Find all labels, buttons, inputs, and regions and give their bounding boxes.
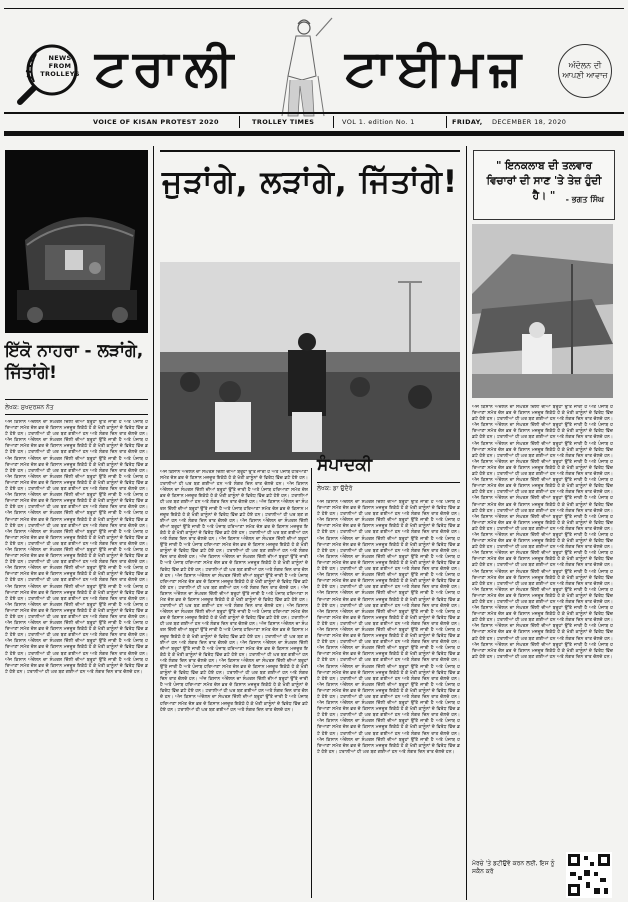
- news-from-trolleys-logo: [14, 40, 86, 108]
- center-inner-divider: [311, 468, 312, 898]
- editorial-rule: [317, 482, 460, 483]
- center-top-rule: [160, 150, 460, 152]
- strip-divider-3: [446, 116, 447, 128]
- editorial-byline: ਲੇਖਕ: ਡਾ ਉਦੈਰੋ: [317, 485, 353, 492]
- footer-cta: ਮੋਰਚੇ 'ਤੇ ਡਟੀਉਵੋ ਕਰਨ ਲਈ, ਇਸ ਨੂੰ ਸਕੈਨ ਕਰੋ: [472, 860, 555, 875]
- paper-name: TROLLEY TIMES: [252, 118, 315, 126]
- right-photo: [472, 224, 613, 398]
- main-headline: ਜੁੜਾਂਗੇ, ਲੜਾਂਗੇ, ਜਿੱਤਾਂਗੇ!: [161, 164, 459, 200]
- qr-code-icon: [566, 852, 612, 898]
- main-story-body-left: ਅੱਜ ਕਿਸਾਨ ਅੰਦੋਲਨ ਦਾ ਸੰਘਰਸ਼ ਦਿੱਲੀ ਦੀਆਂ ਬਰੂਹਾਂ ਉੱਤੇ ਜਾਰੀ ਹੈ ਅਤੇ ਪੰਜਾਬ ਹਰਿਆਣਾ ਸਮੇਤ ਦੇਸ਼ ਭਰ ਦੇ ਕਿਸਾਨ ਮਜ਼ਦੂਰ ਇਕੱਠੇ ਹੋ ਕੇ ਖੇਤੀ ਕਾਨੂੰਨਾਂ ਦੇ ਵਿਰੋਧ ਵਿੱਚ ਡਟੇ ਹੋਏ ਹਨ। ਟਰਾਲੀਆਂ ਹੀ ਘਰ ਬਣ ਗਈਆਂ ਹਨ ਅਤੇ ਲੰਗਰ ਦਿਨ ਰਾਤ ਚੱਲਦੇ ਹਨ। ਅੱਜ ਕਿਸਾਨ ਅੰਦੋਲਨ ਦਾ ਸੰਘਰਸ਼ ਦਿੱਲੀ ਦੀਆਂ ਬਰੂਹਾਂ ਉੱਤੇ ਜਾਰੀ ਹੈ ਅਤੇ ਪੰਜਾਬ ਹਰਿਆਣਾ ਸਮੇਤ ਦੇਸ਼ ਭਰ ਦੇ ਕਿਸਾਨ ਮਜ਼ਦੂਰ ਇਕੱਠੇ ਹੋ ਕੇ ਖੇਤੀ ਕਾਨੂੰਨਾਂ ਦੇ ਵਿਰੋਧ ਵਿੱਚ ਡਟੇ ਹੋਏ ਹਨ। ਟਰਾਲੀਆਂ ਹੀ ਘਰ ਬਣ ਗਈਆਂ ਹਨ ਅਤੇ ਲੰਗਰ ਦਿਨ ਰਾਤ ਚੱਲਦੇ ਹਨ। ਅੱਜ ਕਿਸਾਨ ਅੰਦੋਲਨ ਦਾ ਸੰਘਰਸ਼ ਦਿੱਲੀ ਦੀਆਂ ਬਰੂਹਾਂ ਉੱਤੇ ਜਾਰੀ ਹੈ ਅਤੇ ਪੰਜਾਬ ਹਰਿਆਣਾ ਸਮੇਤ ਦੇਸ਼ ਭਰ ਦੇ ਕਿਸਾਨ ਮਜ਼ਦੂਰ ਇਕੱਠੇ ਹੋ ਕੇ ਖੇਤੀ ਕਾਨੂੰਨਾਂ ਦੇ ਵਿਰੋਧ ਵਿੱਚ ਡਟੇ ਹੋਏ ਹਨ। ਟਰਾਲੀਆਂ ਹੀ ਘਰ ਬਣ ਗਈਆਂ ਹਨ ਅਤੇ ਲੰਗਰ ਦਿਨ ਰਾਤ ਚੱਲਦੇ ਹਨ। ਅੱਜ ਕਿਸਾਨ ਅੰਦੋਲਨ ਦਾ ਸੰਘਰਸ਼ ਦਿੱਲੀ ਦੀਆਂ ਬਰੂਹਾਂ ਉੱਤੇ ਜਾਰੀ ਹੈ ਅਤੇ ਪੰਜਾਬ ਹਰਿਆਣਾ ਸਮੇਤ ਦੇਸ਼ ਭਰ ਦੇ ਕਿਸਾਨ ਮਜ਼ਦੂਰ ਇਕੱਠੇ ਹੋ ਕੇ ਖੇਤੀ ਕਾਨੂੰਨਾਂ ਦੇ ਵਿਰੋਧ ਵਿੱਚ ਡਟੇ ਹੋਏ ਹਨ। ਟਰਾਲੀਆਂ ਹੀ ਘਰ ਬਣ ਗਈਆਂ ਹਨ ਅਤੇ ਲੰਗਰ ਦਿਨ ਰਾਤ ਚੱਲਦੇ ਹਨ। ਅੱਜ ਕਿਸਾਨ ਅੰਦੋਲਨ ਦਾ ਸੰਘਰਸ਼ ਦਿੱਲੀ ਦੀਆਂ ਬਰੂਹਾਂ ਉੱਤੇ ਜਾਰੀ ਹੈ ਅਤੇ ਪੰਜਾਬ ਹਰਿਆਣਾ ਸਮੇਤ ਦੇਸ਼ ਭਰ ਦੇ ਕਿਸਾਨ ਮਜ਼ਦੂਰ ਇਕੱਠੇ ਹੋ ਕੇ ਖੇਤੀ ਕਾਨੂੰਨਾਂ ਦੇ ਵਿਰੋਧ ਵਿੱਚ ਡਟੇ ਹੋਏ ਹਨ। ਟਰਾਲੀਆਂ ਹੀ ਘਰ ਬਣ ਗਈਆਂ ਹਨ ਅਤੇ ਲੰਗਰ ਦਿਨ ਰਾਤ ਚੱਲਦੇ ਹਨ। ਅੱਜ ਕਿਸਾਨ ਅੰਦੋਲਨ ਦਾ ਸੰਘਰਸ਼ ਦਿੱਲੀ ਦੀਆਂ ਬਰੂਹਾਂ ਉੱਤੇ ਜਾਰੀ ਹੈ ਅਤੇ ਪੰਜਾਬ ਹਰਿਆਣਾ ਸਮੇਤ ਦੇਸ਼ ਭਰ ਦੇ ਕਿਸਾਨ ਮਜ਼ਦੂਰ ਇਕੱਠੇ ਹੋ ਕੇ ਖੇਤੀ ਕਾਨੂੰਨਾਂ ਦੇ ਵਿਰੋਧ ਵਿੱਚ ਡਟੇ ਹੋਏ ਹਨ। ਟਰਾਲੀਆਂ ਹੀ ਘਰ ਬਣ ਗਈਆਂ ਹਨ ਅਤੇ ਲੰਗਰ ਦਿਨ ਰਾਤ ਚੱਲਦੇ ਹਨ। ਅੱਜ ਕਿਸਾਨ ਅੰਦੋਲਨ ਦਾ ਸੰਘਰਸ਼ ਦਿੱਲੀ ਦੀਆਂ ਬਰੂਹਾਂ ਉੱਤੇ ਜਾਰੀ ਹੈ ਅਤੇ ਪੰਜਾਬ ਹਰਿਆਣਾ ਸਮੇਤ ਦੇਸ਼ ਭਰ ਦੇ ਕਿਸਾਨ ਮਜ਼ਦੂਰ ਇਕੱਠੇ ਹੋ ਕੇ ਖੇਤੀ ਕਾਨੂੰਨਾਂ ਦੇ ਵਿਰੋਧ ਵਿੱਚ ਡਟੇ ਹੋਏ ਹਨ। ਟਰਾਲੀਆਂ ਹੀ ਘਰ ਬਣ ਗਈਆਂ ਹਨ ਅਤੇ ਲੰਗਰ ਦਿਨ ਰਾਤ ਚੱਲਦੇ ਹਨ। ਅੱਜ ਕਿਸਾਨ ਅੰਦੋਲਨ ਦਾ ਸੰਘਰਸ਼ ਦਿੱਲੀ ਦੀਆਂ ਬਰੂਹਾਂ ਉੱਤੇ ਜਾਰੀ ਹੈ ਅਤੇ ਪੰਜਾਬ ਹਰਿਆਣਾ ਸਮੇਤ ਦੇਸ਼ ਭਰ ਦੇ ਕਿਸਾਨ ਮਜ਼ਦੂਰ ਇਕੱਠੇ ਹੋ ਕੇ ਖੇਤੀ ਕਾਨੂੰਨਾਂ ਦੇ ਵਿਰੋਧ ਵਿੱਚ ਡਟੇ ਹੋਏ ਹਨ। ਟਰਾਲੀਆਂ ਹੀ ਘਰ ਬਣ ਗਈਆਂ ਹਨ ਅਤੇ ਲੰਗਰ ਦਿਨ ਰਾਤ ਚੱਲਦੇ ਹਨ। ਅੱਜ ਕਿਸਾਨ ਅੰਦੋਲਨ ਦਾ ਸੰਘਰਸ਼ ਦਿੱਲੀ ਦੀਆਂ ਬਰੂਹਾਂ ਉੱਤੇ ਜਾਰੀ ਹੈ ਅਤੇ ਪੰਜਾਬ ਹਰਿਆਣਾ ਸਮੇਤ ਦੇਸ਼ ਭਰ ਦੇ ਕਿਸਾਨ ਮਜ਼ਦੂਰ ਇਕੱਠੇ ਹੋ ਕੇ ਖੇਤੀ ਕਾਨੂੰਨਾਂ ਦੇ ਵਿਰੋਧ ਵਿੱਚ ਡਟੇ ਹੋਏ ਹਨ। ਟਰਾਲੀਆਂ ਹੀ ਘਰ ਬਣ ਗਈਆਂ ਹਨ ਅਤੇ ਲੰਗਰ ਦਿਨ ਰਾਤ ਚੱਲਦੇ ਹਨ। ਅੱਜ ਕਿਸਾਨ ਅੰਦੋਲਨ ਦਾ ਸੰਘਰਸ਼ ਦਿੱਲੀ ਦੀਆਂ ਬਰੂਹਾਂ ਉੱਤੇ ਜਾਰੀ ਹੈ ਅਤੇ ਪੰਜਾਬ ਹਰਿਆਣਾ ਸਮੇਤ ਦੇਸ਼ ਭਰ ਦੇ ਕਿਸਾਨ ਮਜ਼ਦੂਰ ਇਕੱਠੇ ਹੋ ਕੇ ਖੇਤੀ ਕਾਨੂੰਨਾਂ ਦੇ ਵਿਰੋਧ ਵਿੱਚ ਡਟੇ ਹੋਏ ਹਨ। ਟਰਾਲੀਆਂ ਹੀ ਘਰ ਬਣ ਗਈਆਂ ਹਨ ਅਤੇ ਲੰਗਰ ਦਿਨ ਰਾਤ ਚੱਲਦੇ ਹਨ। ਅੱਜ ਕਿਸਾਨ ਅੰਦੋਲਨ ਦਾ ਸੰਘਰਸ਼ ਦਿੱਲੀ ਦੀਆਂ ਬਰੂਹਾਂ ਉੱਤੇ ਜਾਰੀ ਹੈ ਅਤੇ ਪੰਜਾਬ ਹਰਿਆਣਾ ਸਮੇਤ ਦੇਸ਼ ਭਰ ਦੇ ਕਿਸਾਨ ਮਜ਼ਦੂਰ ਇਕੱਠੇ ਹੋ ਕੇ ਖੇਤੀ ਕਾਨੂੰਨਾਂ ਦੇ ਵਿਰੋਧ ਵਿੱਚ ਡਟੇ ਹੋਏ ਹਨ। ਟਰਾਲੀਆਂ ਹੀ ਘਰ ਬਣ ਗਈਆਂ ਹਨ ਅਤੇ ਲੰਗਰ ਦਿਨ ਰਾਤ ਚੱਲਦੇ ਹਨ। ਅੱਜ ਕਿਸਾਨ ਅੰਦੋਲਨ ਦਾ ਸੰਘਰਸ਼ ਦਿੱਲੀ ਦੀਆਂ ਬਰੂਹਾਂ ਉੱਤੇ ਜਾਰੀ ਹੈ ਅਤੇ ਪੰਜਾਬ ਹਰਿਆਣਾ ਸਮੇਤ ਦੇਸ਼ ਭਰ ਦੇ ਕਿਸਾਨ ਮਜ਼ਦੂਰ ਇਕੱਠੇ ਹੋ ਕੇ ਖੇਤੀ ਕਾਨੂੰਨਾਂ ਦੇ ਵਿਰੋਧ ਵਿੱਚ ਡਟੇ ਹੋਏ ਹਨ। ਟਰਾਲੀਆਂ ਹੀ ਘਰ ਬਣ ਗਈਆਂ ਹਨ ਅਤੇ ਲੰਗਰ ਦਿਨ ਰਾਤ ਚੱਲਦੇ ਹਨ। ਅੱਜ ਕਿਸਾਨ ਅੰਦੋਲਨ ਦਾ ਸੰਘਰਸ਼ ਦਿੱਲੀ ਦੀਆਂ ਬਰੂਹਾਂ ਉੱਤੇ ਜਾਰੀ ਹੈ ਅਤੇ ਪੰਜਾਬ ਹਰਿਆਣਾ ਸਮੇਤ ਦੇਸ਼ ਭਰ ਦੇ ਕਿਸਾਨ ਮਜ਼ਦੂਰ ਇਕੱਠੇ ਹੋ ਕੇ ਖੇਤੀ ਕਾਨੂੰਨਾਂ ਦੇ ਵਿਰੋਧ ਵਿੱਚ ਡਟੇ ਹੋਏ ਹਨ। ਟਰਾਲੀਆਂ ਹੀ ਘਰ ਬਣ ਗਈਆਂ ਹਨ ਅਤੇ ਲੰਗਰ ਦਿਨ ਰਾਤ ਚੱਲਦੇ ਹਨ। ਅੱਜ ਕਿਸਾਨ ਅੰਦੋਲਨ ਦਾ ਸੰਘਰਸ਼ ਦਿੱਲੀ ਦੀਆਂ ਬਰੂਹਾਂ ਉੱਤੇ ਜਾਰੀ ਹੈ ਅਤੇ ਪੰਜਾਬ ਹਰਿਆਣਾ ਸਮੇਤ ਦੇਸ਼ ਭਰ ਦੇ ਕਿਸਾਨ ਮਜ਼ਦੂਰ ਇਕੱਠੇ ਹੋ ਕੇ ਖੇਤੀ ਕਾਨੂੰਨਾਂ ਦੇ ਵਿਰੋਧ ਵਿੱਚ ਡਟੇ ਹੋਏ ਹਨ। ਟਰਾਲੀਆਂ ਹੀ ਘਰ ਬਣ ਗਈਆਂ ਹਨ ਅਤੇ ਲੰਗਰ ਦਿਨ ਰਾਤ ਚੱਲਦੇ ਹਨ।: [160, 470, 308, 713]
- strip-divider-1: [239, 116, 240, 128]
- protest-rally-photo: [160, 262, 460, 460]
- top-rule: [4, 8, 624, 9]
- editorial-body: ਅੱਜ ਕਿਸਾਨ ਅੰਦੋਲਨ ਦਾ ਸੰਘਰਸ਼ ਦਿੱਲੀ ਦੀਆਂ ਬਰੂਹਾਂ ਉੱਤੇ ਜਾਰੀ ਹੈ ਅਤੇ ਪੰਜਾਬ ਹਰਿਆਣਾ ਸਮੇਤ ਦੇਸ਼ ਭਰ ਦੇ ਕਿਸਾਨ ਮਜ਼ਦੂਰ ਇਕੱਠੇ ਹੋ ਕੇ ਖੇਤੀ ਕਾਨੂੰਨਾਂ ਦੇ ਵਿਰੋਧ ਵਿੱਚ ਡਟੇ ਹੋਏ ਹਨ। ਟਰਾਲੀਆਂ ਹੀ ਘਰ ਬਣ ਗਈਆਂ ਹਨ ਅਤੇ ਲੰਗਰ ਦਿਨ ਰਾਤ ਚੱਲਦੇ ਹਨ। ਅੱਜ ਕਿਸਾਨ ਅੰਦੋਲਨ ਦਾ ਸੰਘਰਸ਼ ਦਿੱਲੀ ਦੀਆਂ ਬਰੂਹਾਂ ਉੱਤੇ ਜਾਰੀ ਹੈ ਅਤੇ ਪੰਜਾਬ ਹਰਿਆਣਾ ਸਮੇਤ ਦੇਸ਼ ਭਰ ਦੇ ਕਿਸਾਨ ਮਜ਼ਦੂਰ ਇਕੱਠੇ ਹੋ ਕੇ ਖੇਤੀ ਕਾਨੂੰਨਾਂ ਦੇ ਵਿਰੋਧ ਵਿੱਚ ਡਟੇ ਹੋਏ ਹਨ। ਟਰਾਲੀਆਂ ਹੀ ਘਰ ਬਣ ਗਈਆਂ ਹਨ ਅਤੇ ਲੰਗਰ ਦਿਨ ਰਾਤ ਚੱਲਦੇ ਹਨ। ਅੱਜ ਕਿਸਾਨ ਅੰਦੋਲਨ ਦਾ ਸੰਘਰਸ਼ ਦਿੱਲੀ ਦੀਆਂ ਬਰੂਹਾਂ ਉੱਤੇ ਜਾਰੀ ਹੈ ਅਤੇ ਪੰਜਾਬ ਹਰਿਆਣਾ ਸਮੇਤ ਦੇਸ਼ ਭਰ ਦੇ ਕਿਸਾਨ ਮਜ਼ਦੂਰ ਇਕੱਠੇ ਹੋ ਕੇ ਖੇਤੀ ਕਾਨੂੰਨਾਂ ਦੇ ਵਿਰੋਧ ਵਿੱਚ ਡਟੇ ਹੋਏ ਹਨ। ਟਰਾਲੀਆਂ ਹੀ ਘਰ ਬਣ ਗਈਆਂ ਹਨ ਅਤੇ ਲੰਗਰ ਦਿਨ ਰਾਤ ਚੱਲਦੇ ਹਨ। ਅੱਜ ਕਿਸਾਨ ਅੰਦੋਲਨ ਦਾ ਸੰਘਰਸ਼ ਦਿੱਲੀ ਦੀਆਂ ਬਰੂਹਾਂ ਉੱਤੇ ਜਾਰੀ ਹੈ ਅਤੇ ਪੰਜਾਬ ਹਰਿਆਣਾ ਸਮੇਤ ਦੇਸ਼ ਭਰ ਦੇ ਕਿਸਾਨ ਮਜ਼ਦੂਰ ਇਕੱਠੇ ਹੋ ਕੇ ਖੇਤੀ ਕਾਨੂੰਨਾਂ ਦੇ ਵਿਰੋਧ ਵਿੱਚ ਡਟੇ ਹੋਏ ਹਨ। ਟਰਾਲੀਆਂ ਹੀ ਘਰ ਬਣ ਗਈਆਂ ਹਨ ਅਤੇ ਲੰਗਰ ਦਿਨ ਰਾਤ ਚੱਲਦੇ ਹਨ। ਅੱਜ ਕਿਸਾਨ ਅੰਦੋਲਨ ਦਾ ਸੰਘਰਸ਼ ਦਿੱਲੀ ਦੀਆਂ ਬਰੂਹਾਂ ਉੱਤੇ ਜਾਰੀ ਹੈ ਅਤੇ ਪੰਜਾਬ ਹਰਿਆਣਾ ਸਮੇਤ ਦੇਸ਼ ਭਰ ਦੇ ਕਿਸਾਨ ਮਜ਼ਦੂਰ ਇਕੱਠੇ ਹੋ ਕੇ ਖੇਤੀ ਕਾਨੂੰਨਾਂ ਦੇ ਵਿਰੋਧ ਵਿੱਚ ਡਟੇ ਹੋਏ ਹਨ। ਟਰਾਲੀਆਂ ਹੀ ਘਰ ਬਣ ਗਈਆਂ ਹਨ ਅਤੇ ਲੰਗਰ ਦਿਨ ਰਾਤ ਚੱਲਦੇ ਹਨ। ਅੱਜ ਕਿਸਾਨ ਅੰਦੋਲਨ ਦਾ ਸੰਘਰਸ਼ ਦਿੱਲੀ ਦੀਆਂ ਬਰੂਹਾਂ ਉੱਤੇ ਜਾਰੀ ਹੈ ਅਤੇ ਪੰਜਾਬ ਹਰਿਆਣਾ ਸਮੇਤ ਦੇਸ਼ ਭਰ ਦੇ ਕਿਸਾਨ ਮਜ਼ਦੂਰ ਇਕੱਠੇ ਹੋ ਕੇ ਖੇਤੀ ਕਾਨੂੰਨਾਂ ਦੇ ਵਿਰੋਧ ਵਿੱਚ ਡਟੇ ਹੋਏ ਹਨ। ਟਰਾਲੀਆਂ ਹੀ ਘਰ ਬਣ ਗਈਆਂ ਹਨ ਅਤੇ ਲੰਗਰ ਦਿਨ ਰਾਤ ਚੱਲਦੇ ਹਨ। ਅੱਜ ਕਿਸਾਨ ਅੰਦੋਲਨ ਦਾ ਸੰਘਰਸ਼ ਦਿੱਲੀ ਦੀਆਂ ਬਰੂਹਾਂ ਉੱਤੇ ਜਾਰੀ ਹੈ ਅਤੇ ਪੰਜਾਬ ਹਰਿਆਣਾ ਸਮੇਤ ਦੇਸ਼ ਭਰ ਦੇ ਕਿਸਾਨ ਮਜ਼ਦੂਰ ਇਕੱਠੇ ਹੋ ਕੇ ਖੇਤੀ ਕਾਨੂੰਨਾਂ ਦੇ ਵਿਰੋਧ ਵਿੱਚ ਡਟੇ ਹੋਏ ਹਨ। ਟਰਾਲੀਆਂ ਹੀ ਘਰ ਬਣ ਗਈਆਂ ਹਨ ਅਤੇ ਲੰਗਰ ਦਿਨ ਰਾਤ ਚੱਲਦੇ ਹਨ। ਅੱਜ ਕਿਸਾਨ ਅੰਦੋਲਨ ਦਾ ਸੰਘਰਸ਼ ਦਿੱਲੀ ਦੀਆਂ ਬਰੂਹਾਂ ਉੱਤੇ ਜਾਰੀ ਹੈ ਅਤੇ ਪੰਜਾਬ ਹਰਿਆਣਾ ਸਮੇਤ ਦੇਸ਼ ਭਰ ਦੇ ਕਿਸਾਨ ਮਜ਼ਦੂਰ ਇਕੱਠੇ ਹੋ ਕੇ ਖੇਤੀ ਕਾਨੂੰਨਾਂ ਦੇ ਵਿਰੋਧ ਵਿੱਚ ਡਟੇ ਹੋਏ ਹਨ। ਟਰਾਲੀਆਂ ਹੀ ਘਰ ਬਣ ਗਈਆਂ ਹਨ ਅਤੇ ਲੰਗਰ ਦਿਨ ਰਾਤ ਚੱਲਦੇ ਹਨ। ਅੱਜ ਕਿਸਾਨ ਅੰਦੋਲਨ ਦਾ ਸੰਘਰਸ਼ ਦਿੱਲੀ ਦੀਆਂ ਬਰੂਹਾਂ ਉੱਤੇ ਜਾਰੀ ਹੈ ਅਤੇ ਪੰਜਾਬ ਹਰਿਆਣਾ ਸਮੇਤ ਦੇਸ਼ ਭਰ ਦੇ ਕਿਸਾਨ ਮਜ਼ਦੂਰ ਇਕੱਠੇ ਹੋ ਕੇ ਖੇਤੀ ਕਾਨੂੰਨਾਂ ਦੇ ਵਿਰੋਧ ਵਿੱਚ ਡਟੇ ਹੋਏ ਹਨ। ਟਰਾਲੀਆਂ ਹੀ ਘਰ ਬਣ ਗਈਆਂ ਹਨ ਅਤੇ ਲੰਗਰ ਦਿਨ ਰਾਤ ਚੱਲਦੇ ਹਨ। ਅੱਜ ਕਿਸਾਨ ਅੰਦੋਲਨ ਦਾ ਸੰਘਰਸ਼ ਦਿੱਲੀ ਦੀਆਂ ਬਰੂਹਾਂ ਉੱਤੇ ਜਾਰੀ ਹੈ ਅਤੇ ਪੰਜਾਬ ਹਰਿਆਣਾ ਸਮੇਤ ਦੇਸ਼ ਭਰ ਦੇ ਕਿਸਾਨ ਮਜ਼ਦੂਰ ਇਕੱਠੇ ਹੋ ਕੇ ਖੇਤੀ ਕਾਨੂੰਨਾਂ ਦੇ ਵਿਰੋਧ ਵਿੱਚ ਡਟੇ ਹੋਏ ਹਨ। ਟਰਾਲੀਆਂ ਹੀ ਘਰ ਬਣ ਗਈਆਂ ਹਨ ਅਤੇ ਲੰਗਰ ਦਿਨ ਰਾਤ ਚੱਲਦੇ ਹਨ। ਅੱਜ ਕਿਸਾਨ ਅੰਦੋਲਨ ਦਾ ਸੰਘਰਸ਼ ਦਿੱਲੀ ਦੀਆਂ ਬਰੂਹਾਂ ਉੱਤੇ ਜਾਰੀ ਹੈ ਅਤੇ ਪੰਜਾਬ ਹਰਿਆਣਾ ਸਮੇਤ ਦੇਸ਼ ਭਰ ਦੇ ਕਿਸਾਨ ਮਜ਼ਦੂਰ ਇਕੱਠੇ ਹੋ ਕੇ ਖੇਤੀ ਕਾਨੂੰਨਾਂ ਦੇ ਵਿਰੋਧ ਵਿੱਚ ਡਟੇ ਹੋਏ ਹਨ। ਟਰਾਲੀਆਂ ਹੀ ਘਰ ਬਣ ਗਈਆਂ ਹਨ ਅਤੇ ਲੰਗਰ ਦਿਨ ਰਾਤ ਚੱਲਦੇ ਹਨ। ਅੱਜ ਕਿਸਾਨ ਅੰਦੋਲਨ ਦਾ ਸੰਘਰਸ਼ ਦਿੱਲੀ ਦੀਆਂ ਬਰੂਹਾਂ ਉੱਤੇ ਜਾਰੀ ਹੈ ਅਤੇ ਪੰਜਾਬ ਹਰਿਆਣਾ ਸਮੇਤ ਦੇਸ਼ ਭਰ ਦੇ ਕਿਸਾਨ ਮਜ਼ਦੂਰ ਇਕੱਠੇ ਹੋ ਕੇ ਖੇਤੀ ਕਾਨੂੰਨਾਂ ਦੇ ਵਿਰੋਧ ਵਿੱਚ ਡਟੇ ਹੋਏ ਹਨ। ਟਰਾਲੀਆਂ ਹੀ ਘਰ ਬਣ ਗਈਆਂ ਹਨ ਅਤੇ ਲੰਗਰ ਦਿਨ ਰਾਤ ਚੱਲਦੇ ਹਨ। ਅੱਜ ਕਿਸਾਨ ਅੰਦੋਲਨ ਦਾ ਸੰਘਰਸ਼ ਦਿੱਲੀ ਦੀਆਂ ਬਰੂਹਾਂ ਉੱਤੇ ਜਾਰੀ ਹੈ ਅਤੇ ਪੰਜਾਬ ਹਰਿਆਣਾ ਸਮੇਤ ਦੇਸ਼ ਭਰ ਦੇ ਕਿਸਾਨ ਮਜ਼ਦੂਰ ਇਕੱਠੇ ਹੋ ਕੇ ਖੇਤੀ ਕਾਨੂੰਨਾਂ ਦੇ ਵਿਰੋਧ ਵਿੱਚ ਡਟੇ ਹੋਏ ਹਨ। ਟਰਾਲੀਆਂ ਹੀ ਘਰ ਬਣ ਗਈਆਂ ਹਨ ਅਤੇ ਲੰਗਰ ਦਿਨ ਰਾਤ ਚੱਲਦੇ ਹਨ। ਅੱਜ ਕਿਸਾਨ ਅੰਦੋਲਨ ਦਾ ਸੰਘਰਸ਼ ਦਿੱਲੀ ਦੀਆਂ ਬਰੂਹਾਂ ਉੱਤੇ ਜਾਰੀ ਹੈ ਅਤੇ ਪੰਜਾਬ ਹਰਿਆਣਾ ਸਮੇਤ ਦੇਸ਼ ਭਰ ਦੇ ਕਿਸਾਨ ਮਜ਼ਦੂਰ ਇਕੱਠੇ ਹੋ ਕੇ ਖੇਤੀ ਕਾਨੂੰਨਾਂ ਦੇ ਵਿਰੋਧ ਵਿੱਚ ਡਟੇ ਹੋਏ ਹਨ। ਟਰਾਲੀਆਂ ਹੀ ਘਰ ਬਣ ਗਈਆਂ ਹਨ ਅਤੇ ਲੰਗਰ ਦਿਨ ਰਾਤ ਚੱਲਦੇ ਹਨ।: [317, 500, 460, 755]
- tagline: VOICE OF KISAN PROTEST 2020: [93, 118, 219, 126]
- left-story-rule: [5, 399, 148, 400]
- strip-bottom-rule: [4, 131, 624, 136]
- editorial-heading: ਸੰਪਾਦਕੀ: [317, 455, 373, 475]
- stamp: [558, 44, 612, 98]
- right-column-body: ਅੱਜ ਕਿਸਾਨ ਅੰਦੋਲਨ ਦਾ ਸੰਘਰਸ਼ ਦਿੱਲੀ ਦੀਆਂ ਬਰੂਹਾਂ ਉੱਤੇ ਜਾਰੀ ਹੈ ਅਤੇ ਪੰਜਾਬ ਹਰਿਆਣਾ ਸਮੇਤ ਦੇਸ਼ ਭਰ ਦੇ ਕਿਸਾਨ ਮਜ਼ਦੂਰ ਇਕੱਠੇ ਹੋ ਕੇ ਖੇਤੀ ਕਾਨੂੰਨਾਂ ਦੇ ਵਿਰੋਧ ਵਿੱਚ ਡਟੇ ਹੋਏ ਹਨ। ਟਰਾਲੀਆਂ ਹੀ ਘਰ ਬਣ ਗਈਆਂ ਹਨ ਅਤੇ ਲੰਗਰ ਦਿਨ ਰਾਤ ਚੱਲਦੇ ਹਨ। ਅੱਜ ਕਿਸਾਨ ਅੰਦੋਲਨ ਦਾ ਸੰਘਰਸ਼ ਦਿੱਲੀ ਦੀਆਂ ਬਰੂਹਾਂ ਉੱਤੇ ਜਾਰੀ ਹੈ ਅਤੇ ਪੰਜਾਬ ਹਰਿਆਣਾ ਸਮੇਤ ਦੇਸ਼ ਭਰ ਦੇ ਕਿਸਾਨ ਮਜ਼ਦੂਰ ਇਕੱਠੇ ਹੋ ਕੇ ਖੇਤੀ ਕਾਨੂੰਨਾਂ ਦੇ ਵਿਰੋਧ ਵਿੱਚ ਡਟੇ ਹੋਏ ਹਨ। ਟਰਾਲੀਆਂ ਹੀ ਘਰ ਬਣ ਗਈਆਂ ਹਨ ਅਤੇ ਲੰਗਰ ਦਿਨ ਰਾਤ ਚੱਲਦੇ ਹਨ। ਅੱਜ ਕਿਸਾਨ ਅੰਦੋਲਨ ਦਾ ਸੰਘਰਸ਼ ਦਿੱਲੀ ਦੀਆਂ ਬਰੂਹਾਂ ਉੱਤੇ ਜਾਰੀ ਹੈ ਅਤੇ ਪੰਜਾਬ ਹਰਿਆਣਾ ਸਮੇਤ ਦੇਸ਼ ਭਰ ਦੇ ਕਿਸਾਨ ਮਜ਼ਦੂਰ ਇਕੱਠੇ ਹੋ ਕੇ ਖੇਤੀ ਕਾਨੂੰਨਾਂ ਦੇ ਵਿਰੋਧ ਵਿੱਚ ਡਟੇ ਹੋਏ ਹਨ। ਟਰਾਲੀਆਂ ਹੀ ਘਰ ਬਣ ਗਈਆਂ ਹਨ ਅਤੇ ਲੰਗਰ ਦਿਨ ਰਾਤ ਚੱਲਦੇ ਹਨ। ਅੱਜ ਕਿਸਾਨ ਅੰਦੋਲਨ ਦਾ ਸੰਘਰਸ਼ ਦਿੱਲੀ ਦੀਆਂ ਬਰੂਹਾਂ ਉੱਤੇ ਜਾਰੀ ਹੈ ਅਤੇ ਪੰਜਾਬ ਹਰਿਆਣਾ ਸਮੇਤ ਦੇਸ਼ ਭਰ ਦੇ ਕਿਸਾਨ ਮਜ਼ਦੂਰ ਇਕੱਠੇ ਹੋ ਕੇ ਖੇਤੀ ਕਾਨੂੰਨਾਂ ਦੇ ਵਿਰੋਧ ਵਿੱਚ ਡਟੇ ਹੋਏ ਹਨ। ਟਰਾਲੀਆਂ ਹੀ ਘਰ ਬਣ ਗਈਆਂ ਹਨ ਅਤੇ ਲੰਗਰ ਦਿਨ ਰਾਤ ਚੱਲਦੇ ਹਨ। ਅੱਜ ਕਿਸਾਨ ਅੰਦੋਲਨ ਦਾ ਸੰਘਰਸ਼ ਦਿੱਲੀ ਦੀਆਂ ਬਰੂਹਾਂ ਉੱਤੇ ਜਾਰੀ ਹੈ ਅਤੇ ਪੰਜਾਬ ਹਰਿਆਣਾ ਸਮੇਤ ਦੇਸ਼ ਭਰ ਦੇ ਕਿਸਾਨ ਮਜ਼ਦੂਰ ਇਕੱਠੇ ਹੋ ਕੇ ਖੇਤੀ ਕਾਨੂੰਨਾਂ ਦੇ ਵਿਰੋਧ ਵਿੱਚ ਡਟੇ ਹੋਏ ਹਨ। ਟਰਾਲੀਆਂ ਹੀ ਘਰ ਬਣ ਗਈਆਂ ਹਨ ਅਤੇ ਲੰਗਰ ਦਿਨ ਰਾਤ ਚੱਲਦੇ ਹਨ। ਅੱਜ ਕਿਸਾਨ ਅੰਦੋਲਨ ਦਾ ਸੰਘਰਸ਼ ਦਿੱਲੀ ਦੀਆਂ ਬਰੂਹਾਂ ਉੱਤੇ ਜਾਰੀ ਹੈ ਅਤੇ ਪੰਜਾਬ ਹਰਿਆਣਾ ਸਮੇਤ ਦੇਸ਼ ਭਰ ਦੇ ਕਿਸਾਨ ਮਜ਼ਦੂਰ ਇਕੱਠੇ ਹੋ ਕੇ ਖੇਤੀ ਕਾਨੂੰਨਾਂ ਦੇ ਵਿਰੋਧ ਵਿੱਚ ਡਟੇ ਹੋਏ ਹਨ। ਟਰਾਲੀਆਂ ਹੀ ਘਰ ਬਣ ਗਈਆਂ ਹਨ ਅਤੇ ਲੰਗਰ ਦਿਨ ਰਾਤ ਚੱਲਦੇ ਹਨ। ਅੱਜ ਕਿਸਾਨ ਅੰਦੋਲਨ ਦਾ ਸੰਘਰਸ਼ ਦਿੱਲੀ ਦੀਆਂ ਬਰੂਹਾਂ ਉੱਤੇ ਜਾਰੀ ਹੈ ਅਤੇ ਪੰਜਾਬ ਹਰਿਆਣਾ ਸਮੇਤ ਦੇਸ਼ ਭਰ ਦੇ ਕਿਸਾਨ ਮਜ਼ਦੂਰ ਇਕੱਠੇ ਹੋ ਕੇ ਖੇਤੀ ਕਾਨੂੰਨਾਂ ਦੇ ਵਿਰੋਧ ਵਿੱਚ ਡਟੇ ਹੋਏ ਹਨ। ਟਰਾਲੀਆਂ ਹੀ ਘਰ ਬਣ ਗਈਆਂ ਹਨ ਅਤੇ ਲੰਗਰ ਦਿਨ ਰਾਤ ਚੱਲਦੇ ਹਨ। ਅੱਜ ਕਿਸਾਨ ਅੰਦੋਲਨ ਦਾ ਸੰਘਰਸ਼ ਦਿੱਲੀ ਦੀਆਂ ਬਰੂਹਾਂ ਉੱਤੇ ਜਾਰੀ ਹੈ ਅਤੇ ਪੰਜਾਬ ਹਰਿਆਣਾ ਸਮੇਤ ਦੇਸ਼ ਭਰ ਦੇ ਕਿਸਾਨ ਮਜ਼ਦੂਰ ਇਕੱਠੇ ਹੋ ਕੇ ਖੇਤੀ ਕਾਨੂੰਨਾਂ ਦੇ ਵਿਰੋਧ ਵਿੱਚ ਡਟੇ ਹੋਏ ਹਨ। ਟਰਾਲੀਆਂ ਹੀ ਘਰ ਬਣ ਗਈਆਂ ਹਨ ਅਤੇ ਲੰਗਰ ਦਿਨ ਰਾਤ ਚੱਲਦੇ ਹਨ। ਅੱਜ ਕਿਸਾਨ ਅੰਦੋਲਨ ਦਾ ਸੰਘਰਸ਼ ਦਿੱਲੀ ਦੀਆਂ ਬਰੂਹਾਂ ਉੱਤੇ ਜਾਰੀ ਹੈ ਅਤੇ ਪੰਜਾਬ ਹਰਿਆਣਾ ਸਮੇਤ ਦੇਸ਼ ਭਰ ਦੇ ਕਿਸਾਨ ਮਜ਼ਦੂਰ ਇਕੱਠੇ ਹੋ ਕੇ ਖੇਤੀ ਕਾਨੂੰਨਾਂ ਦੇ ਵਿਰੋਧ ਵਿੱਚ ਡਟੇ ਹੋਏ ਹਨ। ਟਰਾਲੀਆਂ ਹੀ ਘਰ ਬਣ ਗਈਆਂ ਹਨ ਅਤੇ ਲੰਗਰ ਦਿਨ ਰਾਤ ਚੱਲਦੇ ਹਨ। ਅੱਜ ਕਿਸਾਨ ਅੰਦੋਲਨ ਦਾ ਸੰਘਰਸ਼ ਦਿੱਲੀ ਦੀਆਂ ਬਰੂਹਾਂ ਉੱਤੇ ਜਾਰੀ ਹੈ ਅਤੇ ਪੰਜਾਬ ਹਰਿਆਣਾ ਸਮੇਤ ਦੇਸ਼ ਭਰ ਦੇ ਕਿਸਾਨ ਮਜ਼ਦੂਰ ਇਕੱਠੇ ਹੋ ਕੇ ਖੇਤੀ ਕਾਨੂੰਨਾਂ ਦੇ ਵਿਰੋਧ ਵਿੱਚ ਡਟੇ ਹੋਏ ਹਨ। ਟਰਾਲੀਆਂ ਹੀ ਘਰ ਬਣ ਗਈਆਂ ਹਨ ਅਤੇ ਲੰਗਰ ਦਿਨ ਰਾਤ ਚੱਲਦੇ ਹਨ। ਅੱਜ ਕਿਸਾਨ ਅੰਦੋਲਨ ਦਾ ਸੰਘਰਸ਼ ਦਿੱਲੀ ਦੀਆਂ ਬਰੂਹਾਂ ਉੱਤੇ ਜਾਰੀ ਹੈ ਅਤੇ ਪੰਜਾਬ ਹਰਿਆਣਾ ਸਮੇਤ ਦੇਸ਼ ਭਰ ਦੇ ਕਿਸਾਨ ਮਜ਼ਦੂਰ ਇਕੱਠੇ ਹੋ ਕੇ ਖੇਤੀ ਕਾਨੂੰਨਾਂ ਦੇ ਵਿਰੋਧ ਵਿੱਚ ਡਟੇ ਹੋਏ ਹਨ। ਟਰਾਲੀਆਂ ਹੀ ਘਰ ਬਣ ਗਈਆਂ ਹਨ ਅਤੇ ਲੰਗਰ ਦਿਨ ਰਾਤ ਚੱਲਦੇ ਹਨ। ਅੱਜ ਕਿਸਾਨ ਅੰਦੋਲਨ ਦਾ ਸੰਘਰਸ਼ ਦਿੱਲੀ ਦੀਆਂ ਬਰੂਹਾਂ ਉੱਤੇ ਜਾਰੀ ਹੈ ਅਤੇ ਪੰਜਾਬ ਹਰਿਆਣਾ ਸਮੇਤ ਦੇਸ਼ ਭਰ ਦੇ ਕਿਸਾਨ ਮਜ਼ਦੂਰ ਇਕੱਠੇ ਹੋ ਕੇ ਖੇਤੀ ਕਾਨੂੰਨਾਂ ਦੇ ਵਿਰੋਧ ਵਿੱਚ ਡਟੇ ਹੋਏ ਹਨ। ਟਰਾਲੀਆਂ ਹੀ ਘਰ ਬਣ ਗਈਆਂ ਹਨ ਅਤੇ ਲੰਗਰ ਦਿਨ ਰਾਤ ਚੱਲਦੇ ਹਨ। ਅੱਜ ਕਿਸਾਨ ਅੰਦੋਲਨ ਦਾ ਸੰਘਰਸ਼ ਦਿੱਲੀ ਦੀਆਂ ਬਰੂਹਾਂ ਉੱਤੇ ਜਾਰੀ ਹੈ ਅਤੇ ਪੰਜਾਬ ਹਰਿਆਣਾ ਸਮੇਤ ਦੇਸ਼ ਭਰ ਦੇ ਕਿਸਾਨ ਮਜ਼ਦੂਰ ਇਕੱਠੇ ਹੋ ਕੇ ਖੇਤੀ ਕਾਨੂੰਨਾਂ ਦੇ ਵਿਰੋਧ ਵਿੱਚ ਡਟੇ ਹੋਏ ਹਨ। ਟਰਾਲੀਆਂ ਹੀ ਘਰ ਬਣ ਗਈਆਂ ਹਨ ਅਤੇ ਲੰਗਰ ਦਿਨ ਰਾਤ ਚੱਲਦੇ ਹਨ। ਅੱਜ ਕਿਸਾਨ ਅੰਦੋਲਨ ਦਾ ਸੰਘਰਸ਼ ਦਿੱਲੀ ਦੀਆਂ ਬਰੂਹਾਂ ਉੱਤੇ ਜਾਰੀ ਹੈ ਅਤੇ ਪੰਜਾਬ ਹਰਿਆਣਾ ਸਮੇਤ ਦੇਸ਼ ਭਰ ਦੇ ਕਿਸਾਨ ਮਜ਼ਦੂਰ ਇਕੱਠੇ ਹੋ ਕੇ ਖੇਤੀ ਕਾਨੂੰਨਾਂ ਦੇ ਵਿਰੋਧ ਵਿੱਚ ਡਟੇ ਹੋਏ ਹਨ। ਟਰਾਲੀਆਂ ਹੀ ਘਰ ਬਣ ਗਈਆਂ ਹਨ ਅਤੇ ਲੰਗਰ ਦਿਨ ਰਾਤ ਚੱਲਦੇ ਹਨ।: [472, 405, 613, 660]
- stamp-text: ਅੰਦੋਲਨ ਦੀ ਆਪਣੀ ਆਵਾਜ਼: [562, 61, 608, 80]
- trolley-tent-photo: [5, 150, 148, 333]
- title-part-1: ਟਰਾਲੀ: [95, 39, 240, 97]
- quote-text: " ਇਨਕਲਾਬ ਦੀ ਤਲਵਾਰ ਵਿਚਾਰਾਂ ਦੀ ਸਾਣ 'ਤੇ ਤੇਜ਼ ਹੁੰਦੀ ਹੈ। ": [486, 160, 602, 202]
- left-photo: [5, 150, 148, 333]
- main-photo: [160, 262, 460, 460]
- farmer-illustration: [268, 16, 338, 126]
- left-byline-rule: [5, 414, 148, 415]
- qr-code[interactable]: [566, 852, 612, 898]
- column-divider-right: [466, 146, 467, 900]
- logo-text: NEWS FROM TROLLEYS: [40, 54, 80, 78]
- left-story-headline: ਇੱਕੋ ਨਾਹਰਾ - ਲੜਾਂਗੇ, ਜਿੱਤਾਂਗੇ!: [5, 341, 144, 383]
- left-story-byline: ਲੇਖਕ: ਸੁਖਦਰਸ਼ਨ ਨੱਤ: [5, 404, 54, 411]
- quote-box: [473, 150, 615, 220]
- quote-author: - ਭਗਤ ਸਿੰਘ: [565, 195, 604, 204]
- date: DECEMBER 18, 2020: [492, 118, 567, 126]
- left-story-body: ਅੱਜ ਕਿਸਾਨ ਅੰਦੋਲਨ ਦਾ ਸੰਘਰਸ਼ ਦਿੱਲੀ ਦੀਆਂ ਬਰੂਹਾਂ ਉੱਤੇ ਜਾਰੀ ਹੈ ਅਤੇ ਪੰਜਾਬ ਹਰਿਆਣਾ ਸਮੇਤ ਦੇਸ਼ ਭਰ ਦੇ ਕਿਸਾਨ ਮਜ਼ਦੂਰ ਇਕੱਠੇ ਹੋ ਕੇ ਖੇਤੀ ਕਾਨੂੰਨਾਂ ਦੇ ਵਿਰੋਧ ਵਿੱਚ ਡਟੇ ਹੋਏ ਹਨ। ਟਰਾਲੀਆਂ ਹੀ ਘਰ ਬਣ ਗਈਆਂ ਹਨ ਅਤੇ ਲੰਗਰ ਦਿਨ ਰਾਤ ਚੱਲਦੇ ਹਨ। ਅੱਜ ਕਿਸਾਨ ਅੰਦੋਲਨ ਦਾ ਸੰਘਰਸ਼ ਦਿੱਲੀ ਦੀਆਂ ਬਰੂਹਾਂ ਉੱਤੇ ਜਾਰੀ ਹੈ ਅਤੇ ਪੰਜਾਬ ਹਰਿਆਣਾ ਸਮੇਤ ਦੇਸ਼ ਭਰ ਦੇ ਕਿਸਾਨ ਮਜ਼ਦੂਰ ਇਕੱਠੇ ਹੋ ਕੇ ਖੇਤੀ ਕਾਨੂੰਨਾਂ ਦੇ ਵਿਰੋਧ ਵਿੱਚ ਡਟੇ ਹੋਏ ਹਨ। ਟਰਾਲੀਆਂ ਹੀ ਘਰ ਬਣ ਗਈਆਂ ਹਨ ਅਤੇ ਲੰਗਰ ਦਿਨ ਰਾਤ ਚੱਲਦੇ ਹਨ। ਅੱਜ ਕਿਸਾਨ ਅੰਦੋਲਨ ਦਾ ਸੰਘਰਸ਼ ਦਿੱਲੀ ਦੀਆਂ ਬਰੂਹਾਂ ਉੱਤੇ ਜਾਰੀ ਹੈ ਅਤੇ ਪੰਜਾਬ ਹਰਿਆਣਾ ਸਮੇਤ ਦੇਸ਼ ਭਰ ਦੇ ਕਿਸਾਨ ਮਜ਼ਦੂਰ ਇਕੱਠੇ ਹੋ ਕੇ ਖੇਤੀ ਕਾਨੂੰਨਾਂ ਦੇ ਵਿਰੋਧ ਵਿੱਚ ਡਟੇ ਹੋਏ ਹਨ। ਟਰਾਲੀਆਂ ਹੀ ਘਰ ਬਣ ਗਈਆਂ ਹਨ ਅਤੇ ਲੰਗਰ ਦਿਨ ਰਾਤ ਚੱਲਦੇ ਹਨ। ਅੱਜ ਕਿਸਾਨ ਅੰਦੋਲਨ ਦਾ ਸੰਘਰਸ਼ ਦਿੱਲੀ ਦੀਆਂ ਬਰੂਹਾਂ ਉੱਤੇ ਜਾਰੀ ਹੈ ਅਤੇ ਪੰਜਾਬ ਹਰਿਆਣਾ ਸਮੇਤ ਦੇਸ਼ ਭਰ ਦੇ ਕਿਸਾਨ ਮਜ਼ਦੂਰ ਇਕੱਠੇ ਹੋ ਕੇ ਖੇਤੀ ਕਾਨੂੰਨਾਂ ਦੇ ਵਿਰੋਧ ਵਿੱਚ ਡਟੇ ਹੋਏ ਹਨ। ਟਰਾਲੀਆਂ ਹੀ ਘਰ ਬਣ ਗਈਆਂ ਹਨ ਅਤੇ ਲੰਗਰ ਦਿਨ ਰਾਤ ਚੱਲਦੇ ਹਨ। ਅੱਜ ਕਿਸਾਨ ਅੰਦੋਲਨ ਦਾ ਸੰਘਰਸ਼ ਦਿੱਲੀ ਦੀਆਂ ਬਰੂਹਾਂ ਉੱਤੇ ਜਾਰੀ ਹੈ ਅਤੇ ਪੰਜਾਬ ਹਰਿਆਣਾ ਸਮੇਤ ਦੇਸ਼ ਭਰ ਦੇ ਕਿਸਾਨ ਮਜ਼ਦੂਰ ਇਕੱਠੇ ਹੋ ਕੇ ਖੇਤੀ ਕਾਨੂੰਨਾਂ ਦੇ ਵਿਰੋਧ ਵਿੱਚ ਡਟੇ ਹੋਏ ਹਨ। ਟਰਾਲੀਆਂ ਹੀ ਘਰ ਬਣ ਗਈਆਂ ਹਨ ਅਤੇ ਲੰਗਰ ਦਿਨ ਰਾਤ ਚੱਲਦੇ ਹਨ। ਅੱਜ ਕਿਸਾਨ ਅੰਦੋਲਨ ਦਾ ਸੰਘਰਸ਼ ਦਿੱਲੀ ਦੀਆਂ ਬਰੂਹਾਂ ਉੱਤੇ ਜਾਰੀ ਹੈ ਅਤੇ ਪੰਜਾਬ ਹਰਿਆਣਾ ਸਮੇਤ ਦੇਸ਼ ਭਰ ਦੇ ਕਿਸਾਨ ਮਜ਼ਦੂਰ ਇਕੱਠੇ ਹੋ ਕੇ ਖੇਤੀ ਕਾਨੂੰਨਾਂ ਦੇ ਵਿਰੋਧ ਵਿੱਚ ਡਟੇ ਹੋਏ ਹਨ। ਟਰਾਲੀਆਂ ਹੀ ਘਰ ਬਣ ਗਈਆਂ ਹਨ ਅਤੇ ਲੰਗਰ ਦਿਨ ਰਾਤ ਚੱਲਦੇ ਹਨ। ਅੱਜ ਕਿਸਾਨ ਅੰਦੋਲਨ ਦਾ ਸੰਘਰਸ਼ ਦਿੱਲੀ ਦੀਆਂ ਬਰੂਹਾਂ ਉੱਤੇ ਜਾਰੀ ਹੈ ਅਤੇ ਪੰਜਾਬ ਹਰਿਆਣਾ ਸਮੇਤ ਦੇਸ਼ ਭਰ ਦੇ ਕਿਸਾਨ ਮਜ਼ਦੂਰ ਇਕੱਠੇ ਹੋ ਕੇ ਖੇਤੀ ਕਾਨੂੰਨਾਂ ਦੇ ਵਿਰੋਧ ਵਿੱਚ ਡਟੇ ਹੋਏ ਹਨ। ਟਰਾਲੀਆਂ ਹੀ ਘਰ ਬਣ ਗਈਆਂ ਹਨ ਅਤੇ ਲੰਗਰ ਦਿਨ ਰਾਤ ਚੱਲਦੇ ਹਨ। ਅੱਜ ਕਿਸਾਨ ਅੰਦੋਲਨ ਦਾ ਸੰਘਰਸ਼ ਦਿੱਲੀ ਦੀਆਂ ਬਰੂਹਾਂ ਉੱਤੇ ਜਾਰੀ ਹੈ ਅਤੇ ਪੰਜਾਬ ਹਰਿਆਣਾ ਸਮੇਤ ਦੇਸ਼ ਭਰ ਦੇ ਕਿਸਾਨ ਮਜ਼ਦੂਰ ਇਕੱਠੇ ਹੋ ਕੇ ਖੇਤੀ ਕਾਨੂੰਨਾਂ ਦੇ ਵਿਰੋਧ ਵਿੱਚ ਡਟੇ ਹੋਏ ਹਨ। ਟਰਾਲੀਆਂ ਹੀ ਘਰ ਬਣ ਗਈਆਂ ਹਨ ਅਤੇ ਲੰਗਰ ਦਿਨ ਰਾਤ ਚੱਲਦੇ ਹਨ। ਅੱਜ ਕਿਸਾਨ ਅੰਦੋਲਨ ਦਾ ਸੰਘਰਸ਼ ਦਿੱਲੀ ਦੀਆਂ ਬਰੂਹਾਂ ਉੱਤੇ ਜਾਰੀ ਹੈ ਅਤੇ ਪੰਜਾਬ ਹਰਿਆਣਾ ਸਮੇਤ ਦੇਸ਼ ਭਰ ਦੇ ਕਿਸਾਨ ਮਜ਼ਦੂਰ ਇਕੱਠੇ ਹੋ ਕੇ ਖੇਤੀ ਕਾਨੂੰਨਾਂ ਦੇ ਵਿਰੋਧ ਵਿੱਚ ਡਟੇ ਹੋਏ ਹਨ। ਟਰਾਲੀਆਂ ਹੀ ਘਰ ਬਣ ਗਈਆਂ ਹਨ ਅਤੇ ਲੰਗਰ ਦਿਨ ਰਾਤ ਚੱਲਦੇ ਹਨ। ਅੱਜ ਕਿਸਾਨ ਅੰਦੋਲਨ ਦਾ ਸੰਘਰਸ਼ ਦਿੱਲੀ ਦੀਆਂ ਬਰੂਹਾਂ ਉੱਤੇ ਜਾਰੀ ਹੈ ਅਤੇ ਪੰਜਾਬ ਹਰਿਆਣਾ ਸਮੇਤ ਦੇਸ਼ ਭਰ ਦੇ ਕਿਸਾਨ ਮਜ਼ਦੂਰ ਇਕੱਠੇ ਹੋ ਕੇ ਖੇਤੀ ਕਾਨੂੰਨਾਂ ਦੇ ਵਿਰੋਧ ਵਿੱਚ ਡਟੇ ਹੋਏ ਹਨ। ਟਰਾਲੀਆਂ ਹੀ ਘਰ ਬਣ ਗਈਆਂ ਹਨ ਅਤੇ ਲੰਗਰ ਦਿਨ ਰਾਤ ਚੱਲਦੇ ਹਨ। ਅੱਜ ਕਿਸਾਨ ਅੰਦੋਲਨ ਦਾ ਸੰਘਰਸ਼ ਦਿੱਲੀ ਦੀਆਂ ਬਰੂਹਾਂ ਉੱਤੇ ਜਾਰੀ ਹੈ ਅਤੇ ਪੰਜਾਬ ਹਰਿਆਣਾ ਸਮੇਤ ਦੇਸ਼ ਭਰ ਦੇ ਕਿਸਾਨ ਮਜ਼ਦੂਰ ਇਕੱਠੇ ਹੋ ਕੇ ਖੇਤੀ ਕਾਨੂੰਨਾਂ ਦੇ ਵਿਰੋਧ ਵਿੱਚ ਡਟੇ ਹੋਏ ਹਨ। ਟਰਾਲੀਆਂ ਹੀ ਘਰ ਬਣ ਗਈਆਂ ਹਨ ਅਤੇ ਲੰਗਰ ਦਿਨ ਰਾਤ ਚੱਲਦੇ ਹਨ। ਅੱਜ ਕਿਸਾਨ ਅੰਦੋਲਨ ਦਾ ਸੰਘਰਸ਼ ਦਿੱਲੀ ਦੀਆਂ ਬਰੂਹਾਂ ਉੱਤੇ ਜਾਰੀ ਹੈ ਅਤੇ ਪੰਜਾਬ ਹਰਿਆਣਾ ਸਮੇਤ ਦੇਸ਼ ਭਰ ਦੇ ਕਿਸਾਨ ਮਜ਼ਦੂਰ ਇਕੱਠੇ ਹੋ ਕੇ ਖੇਤੀ ਕਾਨੂੰਨਾਂ ਦੇ ਵਿਰੋਧ ਵਿੱਚ ਡਟੇ ਹੋਏ ਹਨ। ਟਰਾਲੀਆਂ ਹੀ ਘਰ ਬਣ ਗਈਆਂ ਹਨ ਅਤੇ ਲੰਗਰ ਦਿਨ ਰਾਤ ਚੱਲਦੇ ਹਨ। ਅੱਜ ਕਿਸਾਨ ਅੰਦੋਲਨ ਦਾ ਸੰਘਰਸ਼ ਦਿੱਲੀ ਦੀਆਂ ਬਰੂਹਾਂ ਉੱਤੇ ਜਾਰੀ ਹੈ ਅਤੇ ਪੰਜਾਬ ਹਰਿਆਣਾ ਸਮੇਤ ਦੇਸ਼ ਭਰ ਦੇ ਕਿਸਾਨ ਮਜ਼ਦੂਰ ਇਕੱਠੇ ਹੋ ਕੇ ਖੇਤੀ ਕਾਨੂੰਨਾਂ ਦੇ ਵਿਰੋਧ ਵਿੱਚ ਡਟੇ ਹੋਏ ਹਨ। ਟਰਾਲੀਆਂ ਹੀ ਘਰ ਬਣ ਗਈਆਂ ਹਨ ਅਤੇ ਲੰਗਰ ਦਿਨ ਰਾਤ ਚੱਲਦੇ ਹਨ। ਅੱਜ ਕਿਸਾਨ ਅੰਦੋਲਨ ਦਾ ਸੰਘਰਸ਼ ਦਿੱਲੀ ਦੀਆਂ ਬਰੂਹਾਂ ਉੱਤੇ ਜਾਰੀ ਹੈ ਅਤੇ ਪੰਜਾਬ ਹਰਿਆਣਾ ਸਮੇਤ ਦੇਸ਼ ਭਰ ਦੇ ਕਿਸਾਨ ਮਜ਼ਦੂਰ ਇਕੱਠੇ ਹੋ ਕੇ ਖੇਤੀ ਕਾਨੂੰਨਾਂ ਦੇ ਵਿਰੋਧ ਵਿੱਚ ਡਟੇ ਹੋਏ ਹਨ। ਟਰਾਲੀਆਂ ਹੀ ਘਰ ਬਣ ਗਈਆਂ ਹਨ ਅਤੇ ਲੰਗਰ ਦਿਨ ਰਾਤ ਚੱਲਦੇ ਹਨ।: [5, 420, 148, 675]
- edition: VOL 1. edition No. 1: [342, 118, 415, 126]
- title-part-2: ਟਾਈਮਜ਼: [345, 39, 528, 97]
- tent-camp-photo: [472, 224, 613, 398]
- strip-divider-2: [333, 116, 334, 128]
- weekday: FRIDAY,: [452, 118, 483, 126]
- column-divider-left: [153, 146, 154, 900]
